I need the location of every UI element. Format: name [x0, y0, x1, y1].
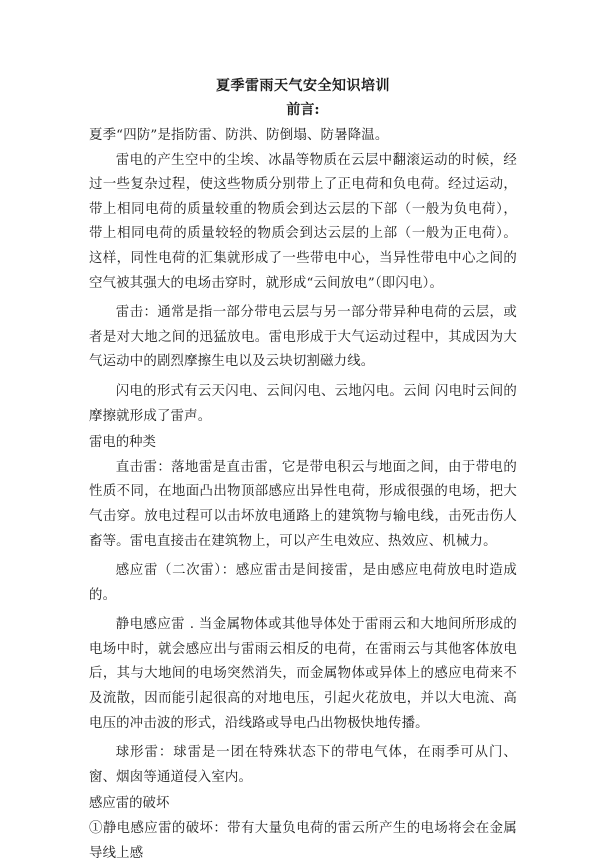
- paragraph-ball-lightning: 球形雷：球雷是一团在特殊状态下的带电气体，在雨季可从门、窗、烟囱等通道侵入室内。: [89, 745, 517, 785]
- paragraph-direct-strike: 直击雷：落地雷是直击雷，它是带电积云与地面之间，由于带电的性质不同，在地面凸出物顶部感应出异性电荷，形成很强的电场，把大气击穿。放电过程可以击坏放电通路上的建筑物与输电线，击死击伤人畜等。雷电直接击在建筑物上，可以产生电效应、热效应、机械力。: [89, 459, 517, 549]
- intro-paragraph: 夏季“四防”是指防雷、防洪、防倒塌、防暑降温。: [89, 128, 389, 143]
- section-heading-types: 雷电的种类: [89, 435, 156, 451]
- paragraph-lightning-strike: 雷击：通常是指一部分带电云层与另一部分带异种电荷的云层，或者是对大地之间的迅猛放电。雷电形成于大气运动过程中，其成因为大气运动中的剧烈摩擦生电以及云块切割磁力线。: [89, 305, 517, 370]
- paragraph-electrostatic-damage: ①静电感应雷的破坏：带有大量负电荷的雷云所产生的电场将会在金属导线上感: [89, 821, 517, 861]
- document-body: [89, 76, 517, 866]
- paragraph-induced-lightning: 感应雷（二次雷）：感应雷击是间接雷，是由感应电荷放电时造成的。: [89, 563, 517, 603]
- section-heading-damage: 感应雷的破坏: [89, 796, 170, 812]
- paragraph-lightning-forms: 闪电的形式有云天闪电、云间闪电、云地闪电。云间 闪电时云间的摩擦就形成了雷声。: [89, 383, 517, 424]
- document-title: 夏季雷雨天气安全知识培训: [216, 78, 390, 94]
- paragraph-lightning-formation: 雷电的产生空中的尘埃、冰晶等物质在云层中翻滚运动的时候，经过一些复杂过程，使这些物质分别带上了正电荷和负电荷。经过运动，带上相同电荷的质量较重的物质会到达云层的下部（一般为负电荷），带上相同电荷的质量较轻的物质会到达云层的上部（一般为正电荷）。这样，同性电荷的汇集就形成了一些带电中心，当异性带电中心之间的空气被其强大的电场击穿时，就形成“云间放电”（即闪电）。: [89, 152, 517, 291]
- preface-label: 前言:: [286, 102, 320, 118]
- paragraph-electrostatic-induction: 静电感应雷 . 当金属物体或其他导体处于雷雨云和大地间所形成的电场中时，就会感应出与雷雨云相反的电荷，在雷雨云与其他客体放电后，其与大地间的电场突然消失，而金属物体或异体上的感应电荷来不及流散，因而能引起很高的对地电压，引起火花放电，并以大电流、高电压的冲击波的形式，沿线路或导电凸出物极快地传播。: [89, 617, 517, 731]
